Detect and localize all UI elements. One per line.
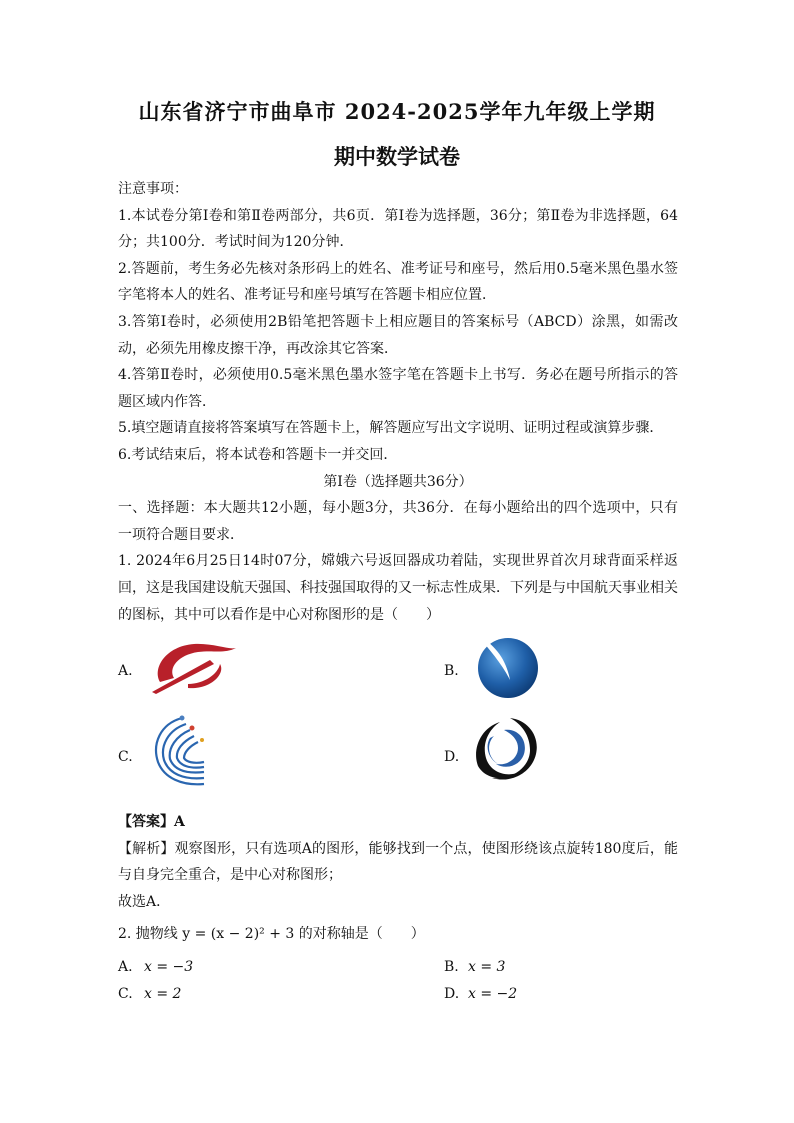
option-b-label: B. xyxy=(444,663,459,680)
exam-title-line2: 期中数学试卷 xyxy=(334,144,460,169)
conclusion-text: 故选A． xyxy=(118,893,171,910)
choice-b-label: B. xyxy=(444,959,459,976)
notice-item-2: 2.答题前，考生务必先核对条形码上的姓名、准考证号和座号，然后用0.5毫米黑色墨水签字笔将本人的姓名、准考证号和座号填写在答题卡相应位置． xyxy=(118,260,678,304)
answer-label: 【答案】A xyxy=(118,814,185,831)
option-d-label: D. xyxy=(444,749,460,766)
choice-d-value: x = −2 xyxy=(468,986,518,1003)
notice-item-6: 6.考试结束后，将本试卷和答题卡一并交回． xyxy=(118,446,398,463)
choice-c-label: C. xyxy=(118,986,133,1003)
choice-a-label: A. xyxy=(118,959,133,976)
blue-arcs-logo xyxy=(148,714,218,790)
notice-item-4: 4.答第Ⅱ卷时，必须使用0.5毫米黑色墨水签字笔在答题卡上书写．务必在题号所指示的答题区域内作答． xyxy=(118,367,678,410)
exam-title-line1: 山东省济宁市曲阜市 2024-2025学年九年级上学期 xyxy=(138,99,656,124)
choice-b-value: x = 3 xyxy=(468,959,506,976)
notice-heading: 注意事项： xyxy=(118,181,188,197)
question-2-choices xyxy=(118,952,678,1008)
red-swoosh-logo xyxy=(148,638,240,698)
question-1-options xyxy=(118,634,678,809)
blue-black-ring-logo xyxy=(470,714,542,786)
option-c-label: C. xyxy=(118,749,133,766)
choice-a-value: x = −3 xyxy=(144,959,194,976)
notice-item-1: 1.本试卷分第Ⅰ卷和第Ⅱ卷两部分，共6页．第Ⅰ卷为选择题，36分；第Ⅱ卷为非选择题，64分；共100分．考试时间为120分钟． xyxy=(118,207,678,251)
exam-body xyxy=(118,176,678,1008)
section-heading: 第Ⅰ卷（选择题共36分） xyxy=(323,473,473,490)
question-2-stem: 2. 抛物线 y = (x − 2)² + 3 的对称轴是（ ） xyxy=(118,926,425,943)
section-intro: 一、选择题：本大题共12小题，每小题3分，共36分．在每小题给出的四个选项中，只有一项符合题目要求． xyxy=(118,500,678,543)
choice-d-label: D. xyxy=(444,986,460,1003)
choice-c-value: x = 2 xyxy=(144,986,182,1003)
analysis-text: 【解析】观察图形，只有选项A的图形，能够找到一个点，使图形绕该点旋转180度后，能与自身完全重合，是中心对称图形； xyxy=(118,840,678,884)
option-a-label: A. xyxy=(118,663,133,680)
blue-sphere-logo xyxy=(472,632,540,700)
notice-item-5: 5.填空题请直接将答案填写在答题卡上，解答题应写出文字说明、证明过程或演算步骤． xyxy=(118,420,664,437)
notice-item-3: 3.答第Ⅰ卷时，必须使用2B铅笔把答题卡上相应题目的答案标号（ABCD）涂黑，如需改动，必须先用橡皮擦干净，再改涂其它答案． xyxy=(118,313,678,357)
question-1-stem: 1. 2024年6月25日14时07分，嫦娥六号返回器成功着陆，实现世界首次月球背面采样返回，这是我国建设航天强国、科技强国取得的又一标志性成果．下列是与中国航天事业相关的图标，其中可以看作是中心对称图形的是（ ） xyxy=(118,553,678,623)
